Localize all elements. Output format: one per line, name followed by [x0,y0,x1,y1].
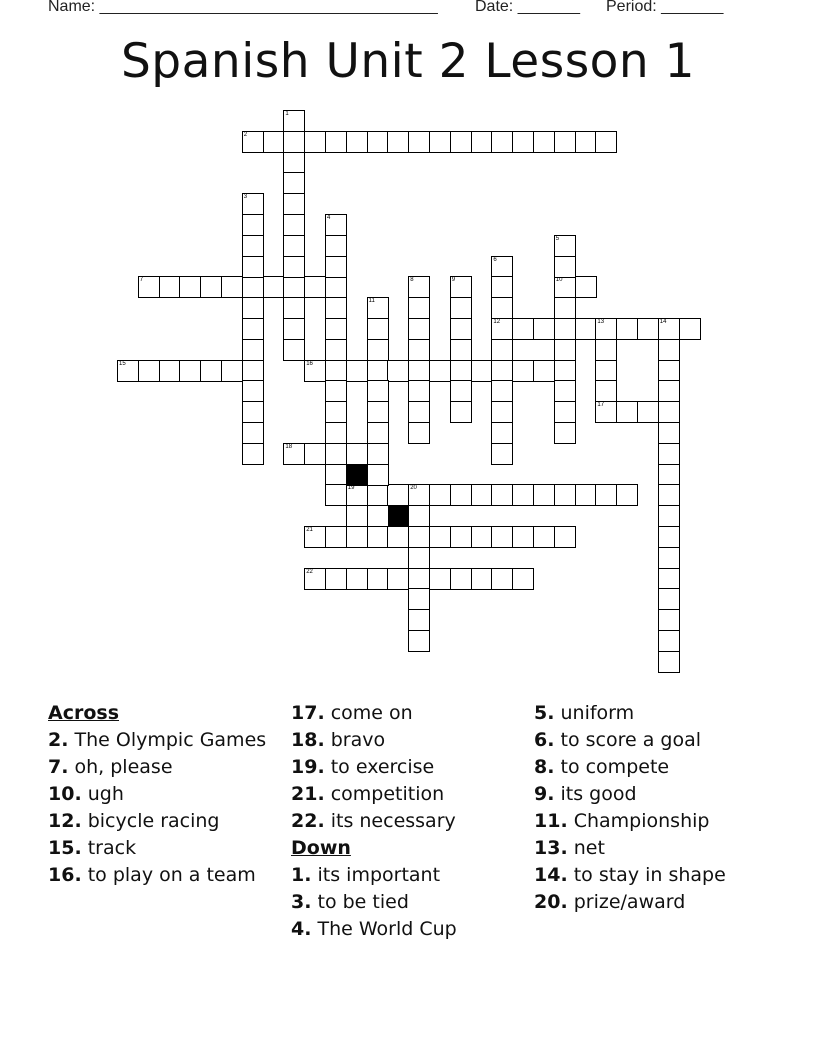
clue-across-18 [291,729,521,752]
clue-number: 4. [291,918,312,940]
grid-cell[interactable] [637,401,659,423]
clue-across-16 [48,864,278,887]
grid-cell[interactable] [554,256,576,278]
grid-cell[interactable] [533,318,555,340]
clue-text: to play on a team [87,864,256,886]
grid-cell[interactable] [242,318,264,340]
grid-cell[interactable] [367,443,389,465]
grid-cell[interactable] [450,297,472,319]
grid-cell[interactable] [658,360,680,382]
clue-text: to compete [560,756,670,778]
grid-cell[interactable] [429,131,451,153]
grid-cell[interactable] [554,401,576,423]
grid-cell[interactable] [512,131,534,153]
grid-cell[interactable] [221,360,243,382]
grid-cell[interactable] [658,505,680,527]
grid-cell[interactable] [367,526,389,548]
grid-cell[interactable] [283,443,305,465]
grid-cell[interactable] [408,131,430,153]
clue-number: 22. [291,810,325,832]
clue-down-5 [534,702,764,725]
grid-cell[interactable] [408,609,430,631]
grid-cell[interactable] [554,422,576,444]
grid-cell[interactable] [367,380,389,402]
grid-cell[interactable] [325,297,347,319]
grid-cell[interactable] [575,276,597,298]
grid-cell[interactable] [658,318,680,340]
grid-cell[interactable] [450,568,472,590]
grid-cell[interactable] [471,526,493,548]
clue-text: its important [317,864,441,886]
name-field[interactable]: Name: ______________________________________ [48,0,438,15]
clue-text: to stay in shape [573,864,726,886]
clue-column-3 [534,702,764,918]
grid-cell[interactable] [658,526,680,548]
clue-text: net [573,837,605,859]
cell-number: 16 [306,360,313,367]
grid-cell[interactable] [346,360,368,382]
grid-cell[interactable] [491,297,513,319]
grid-cell[interactable] [242,380,264,402]
grid-cell[interactable] [616,401,638,423]
grid-cell[interactable] [159,360,181,382]
clue-number: 5. [534,702,555,724]
grid-cell[interactable] [554,339,576,361]
clue-column-1 [48,702,278,891]
grid-cell[interactable] [325,214,347,236]
cell-number: 11 [368,298,375,305]
grid-cell[interactable] [408,360,430,382]
clue-down-1 [291,864,521,887]
cell-number: 1 [285,111,289,117]
grid-cell[interactable] [304,526,326,548]
clue-text: uniform [560,702,635,724]
grid-cell[interactable] [450,318,472,340]
grid-cell[interactable] [325,276,347,298]
clue-down-11 [534,810,764,833]
grid-cell[interactable] [658,380,680,402]
clue-text: The World Cup [317,918,457,940]
grid-cell[interactable] [117,360,139,382]
grid-cell[interactable] [408,484,430,506]
cell-number: 10 [555,277,563,284]
grid-cell[interactable] [595,380,617,402]
clue-number: 6. [534,729,555,751]
grid-cell[interactable] [325,235,347,257]
grid-cell[interactable] [491,526,513,548]
grid-cell[interactable] [450,380,472,402]
clue-text: to score a goal [560,729,701,751]
blocked-square [387,505,409,527]
grid-cell[interactable] [242,193,264,215]
clue-text: bicycle racing [87,810,220,832]
grid-cell[interactable] [325,380,347,402]
clue-number: 8. [534,756,555,778]
grid-cell[interactable] [554,318,576,340]
grid-cell[interactable] [491,318,513,340]
grid-cell[interactable] [346,568,368,590]
grid-cell[interactable] [242,214,264,236]
grid-cell[interactable] [283,110,305,132]
grid-cell[interactable] [491,131,513,153]
clue-down-8 [534,756,764,779]
page-title: Spanish Unit 2 Lesson 1 [120,34,696,89]
clue-across-12 [48,810,278,833]
grid-cell[interactable] [283,214,305,236]
grid-cell[interactable] [512,568,534,590]
grid-cell[interactable] [616,318,638,340]
clue-across-21 [291,783,521,806]
grid-cell[interactable] [304,568,326,590]
grid-cell[interactable] [471,131,493,153]
grid-cell[interactable] [367,318,389,340]
grid-cell[interactable] [658,588,680,610]
grid-cell[interactable] [575,131,597,153]
grid-cell[interactable] [658,401,680,423]
grid-cell[interactable] [346,443,368,465]
clue-text: The Olympic Games [74,729,267,751]
grid-cell[interactable] [242,360,264,382]
grid-cell[interactable] [242,401,264,423]
grid-cell[interactable] [283,172,305,194]
grid-cell[interactable] [367,484,389,506]
grid-cell[interactable] [283,193,305,215]
grid-cell[interactable] [387,484,409,506]
grid-cell[interactable] [408,318,430,340]
grid-cell[interactable] [658,609,680,631]
clue-number: 15. [48,837,82,859]
cell-number: 3 [243,194,248,201]
cell-number: 17 [597,402,605,409]
grid-cell[interactable] [325,464,347,486]
clue-across-10 [48,783,278,806]
grid-cell[interactable] [637,318,659,340]
cell-number: 14 [659,319,667,325]
clue-across-15 [48,837,278,860]
grid-cell[interactable] [429,568,451,590]
clue-number: 17. [291,702,325,724]
grid-cell[interactable] [450,484,472,506]
cell-number: 8 [410,277,414,284]
grid-cell[interactable] [283,235,305,257]
grid-cell[interactable] [387,131,409,153]
grid-cell[interactable] [304,131,326,153]
grid-cell[interactable] [387,568,409,590]
cell-number: 5 [555,235,560,242]
grid-cell[interactable] [595,360,617,382]
cell-number: 12 [493,319,501,325]
grid-cell[interactable] [283,276,305,298]
grid-cell[interactable] [367,360,389,382]
grid-cell[interactable] [554,297,576,319]
cell-number: 4 [327,215,331,221]
grid-cell[interactable] [367,131,389,153]
grid-cell[interactable] [283,339,305,361]
grid-cell[interactable] [595,401,617,423]
grid-cell[interactable] [512,484,534,506]
clue-number: 9. [534,783,555,805]
grid-cell[interactable] [325,131,347,153]
clue-across-7 [48,756,278,779]
grid-cell[interactable] [658,422,680,444]
grid-cell[interactable] [283,131,305,153]
period-field[interactable]: Period: _______ [606,0,724,15]
grid-cell[interactable] [408,547,430,569]
grid-cell[interactable] [346,131,368,153]
grid-cell[interactable] [325,401,347,423]
grid-cell[interactable] [242,131,264,153]
grid-cell[interactable] [283,256,305,278]
grid-cell[interactable] [367,401,389,423]
grid-cell[interactable] [408,505,430,527]
clue-number: 13. [534,837,568,859]
cell-number: 7 [139,277,144,284]
grid-cell[interactable] [408,339,430,361]
clue-text: oh, please [74,756,173,778]
grid-cell[interactable] [533,360,555,382]
grid-cell[interactable] [408,422,430,444]
grid-cell[interactable] [491,443,513,465]
grid-cell[interactable] [367,505,389,527]
clue-text: ugh [87,783,124,805]
grid-cell[interactable] [616,484,638,506]
grid-cell[interactable] [429,360,451,382]
grid-cell[interactable] [283,152,305,174]
across-heading: Across [48,702,120,724]
grid-cell[interactable] [595,131,617,153]
clue-down-3 [291,891,521,914]
grid-cell[interactable] [325,256,347,278]
date-field[interactable]: Date: _______ [475,0,580,15]
grid-cell[interactable] [304,360,326,382]
cell-number: 6 [493,256,497,263]
grid-cell[interactable] [242,297,264,319]
grid-cell[interactable] [325,360,347,382]
grid-cell[interactable] [450,339,472,361]
grid-cell[interactable] [491,276,513,298]
grid-cell[interactable] [658,464,680,486]
grid-cell[interactable] [367,422,389,444]
grid-cell[interactable] [471,360,493,382]
clue-down-6 [534,729,764,752]
grid-cell[interactable] [159,276,181,298]
clue-number: 16. [48,864,82,886]
clue-number: 20. [534,891,568,913]
grid-cell[interactable] [554,360,576,382]
grid-cell[interactable] [658,484,680,506]
cell-number: 20 [410,485,417,492]
grid-cell[interactable] [408,380,430,402]
clue-number: 12. [48,810,82,832]
grid-cell[interactable] [491,568,513,590]
clue-down-14 [534,864,764,887]
grid-cell[interactable] [491,339,513,361]
grid-cell[interactable] [346,505,368,527]
grid-cell[interactable] [491,422,513,444]
grid-cell[interactable] [387,526,409,548]
grid-cell[interactable] [491,360,513,382]
clue-text: to exercise [330,756,435,778]
clue-down-20 [534,891,764,914]
grid-cell[interactable] [408,401,430,423]
grid-cell[interactable] [471,484,493,506]
grid-cell[interactable] [450,131,472,153]
cell-number: 18 [285,443,293,450]
clue-number: 14. [534,864,568,886]
grid-cell[interactable] [283,318,305,340]
grid-cell[interactable] [429,526,451,548]
clue-number: 18. [291,729,325,751]
blocked-square [346,464,368,486]
grid-cell[interactable] [450,401,472,423]
grid-cell[interactable] [658,651,680,673]
grid-cell[interactable] [512,526,534,548]
clue-number: 10. [48,783,82,805]
clue-text: competition [330,783,445,805]
grid-cell[interactable] [408,526,430,548]
grid-cell[interactable] [367,297,389,319]
grid-cell[interactable] [595,484,617,506]
grid-cell[interactable] [138,276,160,298]
clue-number: 3. [291,891,312,913]
grid-cell[interactable] [554,235,576,257]
grid-cell[interactable] [138,360,160,382]
cell-number: 22 [306,568,313,575]
cell-number: 21 [306,527,313,533]
cell-number: 13 [597,319,605,325]
clue-number: 7. [48,756,69,778]
grid-cell[interactable] [658,547,680,569]
grid-cell[interactable] [554,526,576,548]
grid-cell[interactable] [554,380,576,402]
grid-cell[interactable] [263,276,285,298]
grid-cell[interactable] [658,630,680,652]
grid-cell[interactable] [325,526,347,548]
grid-cell[interactable] [533,526,555,548]
grid-cell[interactable] [658,339,680,361]
grid-cell[interactable] [575,318,597,340]
grid-cell[interactable] [263,131,285,153]
grid-cell[interactable] [242,422,264,444]
grid-cell[interactable] [242,235,264,257]
clue-number: 21. [291,783,325,805]
clue-text: its good [560,783,637,805]
grid-cell[interactable] [221,276,243,298]
grid-cell[interactable] [304,276,326,298]
grid-cell[interactable] [658,568,680,590]
grid-cell[interactable] [679,318,701,340]
clue-down-4 [291,918,521,941]
clue-column-2 [291,702,521,945]
grid-cell[interactable] [429,484,451,506]
grid-cell[interactable] [408,568,430,590]
grid-cell[interactable] [471,568,493,590]
clue-number: 1. [291,864,312,886]
grid-cell[interactable] [595,318,617,340]
clue-across-19 [291,756,521,779]
grid-cell[interactable] [408,276,430,298]
clue-down-9 [534,783,764,806]
grid-cell[interactable] [387,360,409,382]
grid-cell[interactable] [325,443,347,465]
grid-cell[interactable] [325,318,347,340]
grid-cell[interactable] [658,443,680,465]
cell-number: 9 [451,277,456,284]
grid-cell[interactable] [367,568,389,590]
grid-cell[interactable] [554,131,576,153]
grid-cell[interactable] [367,464,389,486]
grid-cell[interactable] [242,276,264,298]
grid-cell[interactable] [491,401,513,423]
grid-cell[interactable] [595,339,617,361]
grid-cell[interactable] [408,297,430,319]
grid-cell[interactable] [242,256,264,278]
grid-cell[interactable] [554,484,576,506]
grid-cell[interactable] [554,276,576,298]
grid-cell[interactable] [283,297,305,319]
grid-cell[interactable] [242,339,264,361]
clue-text: bravo [330,729,386,751]
grid-cell[interactable] [325,484,347,506]
grid-cell[interactable] [346,484,368,506]
grid-cell[interactable] [325,339,347,361]
clue-text: to be tied [317,891,409,913]
clue-across-17 [291,702,521,725]
grid-cell[interactable] [179,360,201,382]
grid-cell[interactable] [512,360,534,382]
grid-cell[interactable] [450,360,472,382]
grid-cell[interactable] [533,484,555,506]
grid-cell[interactable] [304,443,326,465]
clue-number: 11. [534,810,568,832]
grid-cell[interactable] [408,630,430,652]
clue-number: 19. [291,756,325,778]
grid-cell[interactable] [367,339,389,361]
grid-cell[interactable] [450,276,472,298]
clue-text: track [87,837,137,859]
grid-cell[interactable] [200,360,222,382]
down-heading: Down [291,837,351,859]
grid-cell[interactable] [179,276,201,298]
grid-cell[interactable] [491,380,513,402]
grid-cell[interactable] [512,318,534,340]
grid-cell[interactable] [325,568,347,590]
grid-cell[interactable] [575,484,597,506]
grid-cell[interactable] [491,484,513,506]
clue-across-22 [291,810,521,833]
cell-number: 19 [347,485,355,492]
grid-cell[interactable] [491,256,513,278]
grid-cell[interactable] [450,526,472,548]
clue-number: 2. [48,729,69,751]
clue-text: Championship [573,810,710,832]
clue-across-2 [48,729,278,752]
clue-down-13 [534,837,764,860]
grid-cell[interactable] [346,526,368,548]
clue-text: its necessary [330,810,456,832]
grid-cell[interactable] [242,443,264,465]
clue-text: come on [330,702,413,724]
grid-cell[interactable] [533,131,555,153]
grid-cell[interactable] [325,422,347,444]
grid-cell[interactable] [200,276,222,298]
clue-text: prize/award [573,891,686,913]
cell-number: 15 [119,360,126,367]
cell-number: 2 [243,131,248,138]
grid-cell[interactable] [408,588,430,610]
